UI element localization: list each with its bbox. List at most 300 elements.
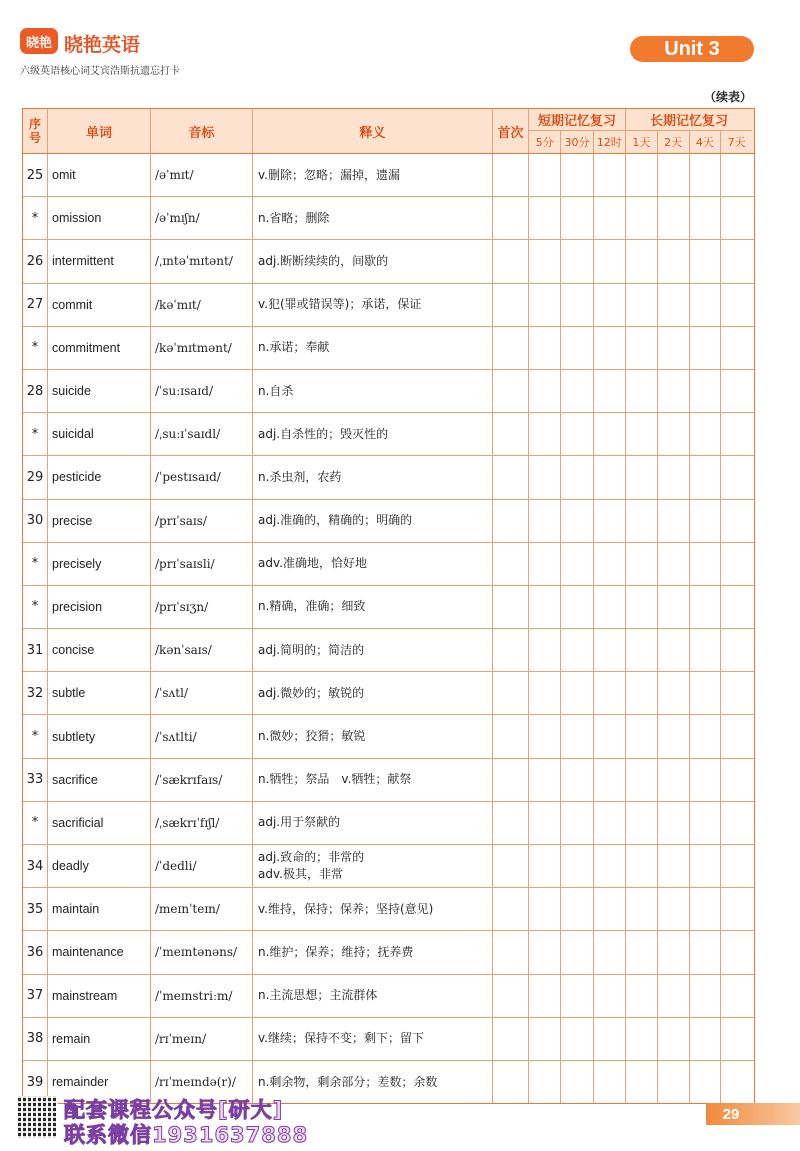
short-review-checkbox[interactable] [594, 629, 625, 671]
definition-line: adj.简明的；简洁的 [258, 642, 365, 657]
long-review-checkbox[interactable] [626, 1018, 658, 1060]
long-review-checkbox[interactable] [721, 197, 752, 239]
long-review-checkbox[interactable] [658, 975, 690, 1017]
long-review-cells [626, 672, 752, 714]
row-word: precise [48, 500, 151, 542]
first-review-checkbox[interactable] [493, 975, 529, 1017]
short-review-checkbox[interactable] [529, 629, 561, 671]
row-phonetic: /ˈpestɪsaɪd/ [151, 456, 253, 498]
short-review-checkbox[interactable] [561, 240, 593, 282]
short-review-checkbox[interactable] [561, 888, 593, 930]
header-short-review [529, 109, 626, 153]
row-word: mainstream [48, 975, 151, 1017]
header-num [23, 109, 48, 153]
long-review-checkbox[interactable] [721, 370, 752, 412]
short-review-checkbox[interactable] [529, 284, 561, 326]
short-review-checkbox[interactable] [561, 715, 593, 757]
short-review-cells [529, 327, 626, 369]
long-review-checkbox[interactable] [626, 154, 658, 196]
long-review-cells [626, 327, 752, 369]
first-review-checkbox[interactable] [493, 586, 529, 628]
first-review-checkbox[interactable] [493, 672, 529, 714]
short-review-cells [529, 284, 626, 326]
short-review-checkbox[interactable] [529, 456, 561, 498]
long-review-checkbox[interactable] [626, 456, 658, 498]
long-review-checkbox[interactable] [721, 845, 752, 887]
long-review-checkbox[interactable] [658, 931, 690, 973]
short-col-12h: 12时 [596, 136, 622, 149]
long-review-cells [626, 1018, 752, 1060]
short-review-checkbox[interactable] [529, 586, 561, 628]
row-phonetic: /ˈmeɪnstriːm/ [151, 975, 253, 1017]
long-review-checkbox[interactable] [721, 715, 752, 757]
header-definition: 释义 [253, 109, 493, 153]
short-review-cells [529, 845, 626, 887]
definition-line: adj.用于祭献的 [258, 815, 341, 830]
long-review-checkbox[interactable] [626, 327, 658, 369]
long-review-cells [626, 543, 752, 585]
long-review-checkbox[interactable] [658, 672, 690, 714]
long-review-checkbox[interactable] [658, 586, 690, 628]
short-review-checkbox[interactable] [529, 1018, 561, 1060]
long-review-cells [626, 931, 752, 973]
long-review-checkbox[interactable] [658, 1061, 690, 1103]
long-review-checkbox[interactable] [721, 888, 752, 930]
long-review-checkbox[interactable] [690, 500, 722, 542]
long-review-checkbox[interactable] [626, 629, 658, 671]
long-review-checkbox[interactable] [626, 197, 658, 239]
table-row [23, 845, 754, 888]
first-review-checkbox[interactable] [493, 759, 529, 801]
table-row [23, 197, 754, 240]
row-word: subtlety [48, 715, 151, 757]
long-review-checkbox[interactable] [721, 240, 752, 282]
long-review-checkbox[interactable] [658, 240, 690, 282]
short-review-checkbox[interactable] [561, 456, 593, 498]
long-review-checkbox[interactable] [721, 327, 752, 369]
short-review-checkbox[interactable] [529, 802, 561, 844]
first-review-checkbox[interactable] [493, 1018, 529, 1060]
row-number: 25 [23, 154, 48, 196]
row-word: omit [48, 154, 151, 196]
long-review-checkbox[interactable] [658, 715, 690, 757]
row-number: 36 [23, 931, 48, 973]
row-word: commitment [48, 327, 151, 369]
long-review-checkbox[interactable] [626, 802, 658, 844]
brand-name: 晓艳英语 [64, 34, 141, 56]
row-definition [253, 888, 493, 930]
short-review-checkbox[interactable] [529, 888, 561, 930]
row-definition [253, 413, 493, 455]
short-review-title: 短期记忆复习 [529, 109, 625, 131]
short-review-checkbox[interactable] [594, 154, 625, 196]
long-review-checkbox[interactable] [626, 845, 658, 887]
brand-logo: 晓艳 [20, 28, 58, 54]
long-review-checkbox[interactable] [626, 1061, 658, 1103]
short-review-checkbox[interactable] [529, 327, 561, 369]
row-number: 35 [23, 888, 48, 930]
row-word: pesticide [48, 456, 151, 498]
short-review-checkbox[interactable] [561, 370, 593, 412]
long-review-checkbox[interactable] [626, 586, 658, 628]
row-number: 30 [23, 500, 48, 542]
long-review-checkbox[interactable] [658, 284, 690, 326]
row-definition [253, 586, 493, 628]
long-review-checkbox[interactable] [690, 284, 722, 326]
long-review-checkbox[interactable] [690, 413, 722, 455]
long-review-checkbox[interactable] [690, 759, 722, 801]
row-phonetic: /ˌsuːɪˈsaɪdl/ [151, 413, 253, 455]
first-review-checkbox[interactable] [493, 845, 529, 887]
short-review-checkbox[interactable] [529, 672, 561, 714]
short-review-cells [529, 586, 626, 628]
long-review-checkbox[interactable] [690, 672, 722, 714]
long-review-checkbox[interactable] [690, 327, 722, 369]
long-review-checkbox[interactable] [721, 413, 752, 455]
long-review-checkbox[interactable] [658, 370, 690, 412]
long-review-checkbox[interactable] [658, 154, 690, 196]
row-number: * [23, 197, 48, 239]
short-review-checkbox[interactable] [561, 543, 593, 585]
header-num-line2: 号 [28, 131, 41, 145]
short-review-checkbox[interactable] [529, 759, 561, 801]
row-number: 28 [23, 370, 48, 412]
row-definition [253, 931, 493, 973]
long-review-cells [626, 154, 752, 196]
short-review-checkbox[interactable] [529, 500, 561, 542]
short-review-checkbox[interactable] [594, 586, 625, 628]
row-number: 33 [23, 759, 48, 801]
row-phonetic: /ˈsækrɪfaɪs/ [151, 759, 253, 801]
long-review-checkbox[interactable] [626, 931, 658, 973]
row-number: * [23, 802, 48, 844]
definition-line: adj.准确的，精确的；明确的 [258, 513, 413, 528]
row-word: sacrificial [48, 802, 151, 844]
long-review-checkbox[interactable] [721, 802, 752, 844]
table-row [23, 672, 754, 715]
short-review-checkbox[interactable] [561, 327, 593, 369]
long-review-cells [626, 240, 752, 282]
first-review-checkbox[interactable] [493, 500, 529, 542]
row-phonetic: /ˈsʌtl/ [151, 672, 253, 714]
short-review-checkbox[interactable] [594, 888, 625, 930]
definition-line: n.承诺；奉献 [258, 340, 330, 355]
definition-line: adj.断断续续的，间歇的 [258, 253, 389, 268]
long-review-checkbox[interactable] [690, 629, 722, 671]
long-review-checkbox[interactable] [658, 456, 690, 498]
long-review-checkbox[interactable] [721, 1018, 752, 1060]
long-review-cells [626, 802, 752, 844]
row-phonetic: /ˌɪntəˈmɪtənt/ [151, 240, 253, 282]
long-review-checkbox[interactable] [721, 672, 752, 714]
long-review-checkbox[interactable] [626, 240, 658, 282]
long-review-checkbox[interactable] [626, 759, 658, 801]
long-review-checkbox[interactable] [626, 370, 658, 412]
short-review-checkbox[interactable] [594, 975, 625, 1017]
short-review-checkbox[interactable] [594, 370, 625, 412]
short-review-checkbox[interactable] [561, 1061, 593, 1103]
table-row [23, 759, 754, 802]
long-review-checkbox[interactable] [721, 543, 752, 585]
row-number: 38 [23, 1018, 48, 1060]
row-definition [253, 456, 493, 498]
table-row [23, 931, 754, 974]
short-review-checkbox[interactable] [594, 197, 625, 239]
short-review-checkbox[interactable] [594, 456, 625, 498]
short-review-checkbox[interactable] [529, 845, 561, 887]
first-review-checkbox[interactable] [493, 413, 529, 455]
short-review-checkbox[interactable] [594, 931, 625, 973]
long-review-checkbox[interactable] [690, 456, 722, 498]
long-review-checkbox[interactable] [721, 1061, 752, 1103]
row-definition [253, 543, 493, 585]
long-review-checkbox[interactable] [721, 586, 752, 628]
long-review-checkbox[interactable] [721, 284, 752, 326]
row-phonetic: /ˈdedli/ [151, 845, 253, 887]
short-review-checkbox[interactable] [594, 715, 625, 757]
long-review-checkbox[interactable] [658, 500, 690, 542]
row-definition [253, 1018, 493, 1060]
short-review-checkbox[interactable] [529, 370, 561, 412]
first-review-checkbox[interactable] [493, 240, 529, 282]
short-review-cells [529, 1018, 626, 1060]
long-review-cells [626, 413, 752, 455]
long-review-checkbox[interactable] [690, 845, 722, 887]
short-review-cells [529, 456, 626, 498]
short-review-checkbox[interactable] [561, 1018, 593, 1060]
long-review-checkbox[interactable] [626, 975, 658, 1017]
row-phonetic: /kəˈmɪtmənt/ [151, 327, 253, 369]
definition-line: n.维护；保养；维持；抚养费 [258, 944, 414, 959]
long-review-checkbox[interactable] [626, 715, 658, 757]
long-review-checkbox[interactable] [658, 543, 690, 585]
long-review-checkbox[interactable] [690, 1061, 722, 1103]
short-review-checkbox[interactable] [594, 543, 625, 585]
short-review-checkbox[interactable] [529, 240, 561, 282]
short-review-checkbox[interactable] [594, 1018, 625, 1060]
first-review-checkbox[interactable] [493, 629, 529, 671]
short-review-checkbox[interactable] [594, 284, 625, 326]
long-review-checkbox[interactable] [626, 413, 658, 455]
short-review-checkbox[interactable] [561, 802, 593, 844]
long-review-checkbox[interactable] [721, 456, 752, 498]
row-phonetic: /kənˈsaɪs/ [151, 629, 253, 671]
long-review-cells [626, 715, 752, 757]
first-review-checkbox[interactable] [493, 931, 529, 973]
long-review-cells [626, 197, 752, 239]
definition-line: adv.极其，非常 [258, 867, 343, 882]
row-phonetic: /əˈmɪt/ [151, 154, 253, 196]
long-review-title: 长期记忆复习 [626, 109, 752, 131]
long-review-checkbox[interactable] [721, 154, 752, 196]
short-review-checkbox[interactable] [561, 154, 593, 196]
header-phonetic: 音标 [151, 109, 253, 153]
short-review-checkbox[interactable] [594, 327, 625, 369]
short-review-checkbox[interactable] [594, 845, 625, 887]
long-review-checkbox[interactable] [690, 240, 722, 282]
first-review-checkbox[interactable] [493, 888, 529, 930]
long-review-cells [626, 845, 752, 887]
row-definition [253, 629, 493, 671]
table-row [23, 586, 754, 629]
short-review-cells [529, 672, 626, 714]
first-review-checkbox[interactable] [493, 715, 529, 757]
long-review-checkbox[interactable] [690, 715, 722, 757]
long-review-cells [626, 586, 752, 628]
row-definition [253, 975, 493, 1017]
long-review-checkbox[interactable] [690, 586, 722, 628]
row-word: deadly [48, 845, 151, 887]
short-review-cells [529, 629, 626, 671]
definition-line: n.牺牲；祭品 v.牺牲；献祭 [258, 772, 412, 787]
long-review-checkbox[interactable] [721, 931, 752, 973]
row-word: suicidal [48, 413, 151, 455]
long-review-checkbox[interactable] [690, 154, 722, 196]
short-review-checkbox[interactable] [561, 931, 593, 973]
long-review-checkbox[interactable] [658, 1018, 690, 1060]
long-review-checkbox[interactable] [721, 500, 752, 542]
long-review-checkbox[interactable] [626, 284, 658, 326]
short-review-checkbox[interactable] [529, 975, 561, 1017]
row-number: 32 [23, 672, 48, 714]
long-review-cells [626, 759, 752, 801]
row-word: precision [48, 586, 151, 628]
short-review-checkbox[interactable] [529, 154, 561, 196]
long-review-checkbox[interactable] [658, 888, 690, 930]
first-review-checkbox[interactable] [493, 327, 529, 369]
definition-line: n.省略；删除 [258, 210, 330, 225]
row-definition [253, 284, 493, 326]
short-review-checkbox[interactable] [529, 931, 561, 973]
short-review-checkbox[interactable] [561, 284, 593, 326]
short-review-checkbox[interactable] [594, 759, 625, 801]
first-review-checkbox[interactable] [493, 197, 529, 239]
long-review-cells [626, 975, 752, 1017]
short-review-checkbox[interactable] [529, 715, 561, 757]
row-definition [253, 715, 493, 757]
row-word: remainder [48, 1061, 151, 1103]
row-number: * [23, 715, 48, 757]
long-review-checkbox[interactable] [626, 672, 658, 714]
short-review-checkbox[interactable] [561, 759, 593, 801]
short-review-checkbox[interactable] [529, 197, 561, 239]
short-review-checkbox[interactable] [594, 500, 625, 542]
long-review-checkbox[interactable] [658, 802, 690, 844]
row-number: * [23, 413, 48, 455]
long-review-checkbox[interactable] [721, 975, 752, 1017]
short-review-checkbox[interactable] [529, 413, 561, 455]
long-review-checkbox[interactable] [658, 197, 690, 239]
first-review-checkbox[interactable] [493, 456, 529, 498]
first-review-checkbox[interactable] [493, 370, 529, 412]
long-review-checkbox[interactable] [658, 327, 690, 369]
short-review-checkbox[interactable] [594, 413, 625, 455]
row-word: concise [48, 629, 151, 671]
row-number: 29 [23, 456, 48, 498]
short-review-checkbox[interactable] [594, 672, 625, 714]
first-review-checkbox[interactable] [493, 154, 529, 196]
row-phonetic: /prɪˈsɪʒn/ [151, 586, 253, 628]
short-review-checkbox[interactable] [594, 802, 625, 844]
short-review-cells [529, 975, 626, 1017]
short-review-checkbox[interactable] [529, 1061, 561, 1103]
short-review-cells [529, 370, 626, 412]
long-review-checkbox[interactable] [626, 543, 658, 585]
row-definition [253, 154, 493, 196]
short-review-checkbox[interactable] [561, 500, 593, 542]
first-review-checkbox[interactable] [493, 543, 529, 585]
long-review-checkbox[interactable] [658, 413, 690, 455]
book-subtitle: 六级英语核心词艾宾浩斯抗遗忘打卡 [20, 66, 180, 77]
first-review-checkbox[interactable] [493, 1061, 529, 1103]
first-review-checkbox[interactable] [493, 802, 529, 844]
short-review-checkbox[interactable] [561, 197, 593, 239]
row-word: remain [48, 1018, 151, 1060]
header-first: 首次 [493, 109, 529, 153]
long-review-cells [626, 629, 752, 671]
row-definition [253, 802, 493, 844]
first-review-checkbox[interactable] [493, 284, 529, 326]
long-review-checkbox[interactable] [690, 931, 722, 973]
long-review-checkbox[interactable] [658, 629, 690, 671]
header-long-review [626, 109, 752, 153]
long-review-checkbox[interactable] [690, 197, 722, 239]
table-row [23, 284, 754, 327]
long-col-4d: 4天 [690, 131, 722, 153]
row-phonetic: /rɪˈmeɪndə(r)/ [151, 1061, 253, 1103]
long-review-checkbox[interactable] [690, 370, 722, 412]
long-review-checkbox[interactable] [690, 975, 722, 1017]
long-review-checkbox[interactable] [690, 543, 722, 585]
long-review-checkbox[interactable] [690, 888, 722, 930]
page-number: 29 [722, 1105, 740, 1123]
table-row [23, 413, 754, 456]
long-review-checkbox[interactable] [658, 759, 690, 801]
short-review-checkbox[interactable] [561, 586, 593, 628]
short-review-checkbox[interactable] [594, 240, 625, 282]
short-review-checkbox[interactable] [561, 629, 593, 671]
table-row [23, 888, 754, 931]
long-review-checkbox[interactable] [721, 629, 752, 671]
long-review-checkbox[interactable] [626, 888, 658, 930]
short-review-checkbox[interactable] [561, 672, 593, 714]
definition-line: v.删除；忽略；漏掉，遗漏 [258, 167, 400, 182]
unit-label: Unit 3 [630, 36, 754, 62]
definition-line: adj.微妙的；敏锐的 [258, 685, 365, 700]
short-review-checkbox[interactable] [561, 975, 593, 1017]
short-review-checkbox[interactable] [561, 413, 593, 455]
long-review-checkbox[interactable] [690, 1018, 722, 1060]
short-review-cells [529, 1061, 626, 1103]
short-review-checkbox[interactable] [529, 543, 561, 585]
table-row [23, 327, 754, 370]
table-row [23, 370, 754, 413]
short-review-checkbox[interactable] [594, 1061, 625, 1103]
short-review-cells [529, 759, 626, 801]
short-review-checkbox[interactable] [561, 845, 593, 887]
row-word: intermittent [48, 240, 151, 282]
definition-line: n.主流思想；主流群体 [258, 988, 378, 1003]
long-review-checkbox[interactable] [721, 759, 752, 801]
row-definition [253, 672, 493, 714]
long-review-checkbox[interactable] [690, 802, 722, 844]
row-phonetic: /ˈmeɪntənəns/ [151, 931, 253, 973]
long-review-checkbox[interactable] [626, 500, 658, 542]
long-review-checkbox[interactable] [658, 845, 690, 887]
definition-line: v.继续；保持不变；剩下；留下 [258, 1031, 424, 1046]
short-col-5min: 5分 [529, 131, 561, 153]
table-row [23, 240, 754, 283]
